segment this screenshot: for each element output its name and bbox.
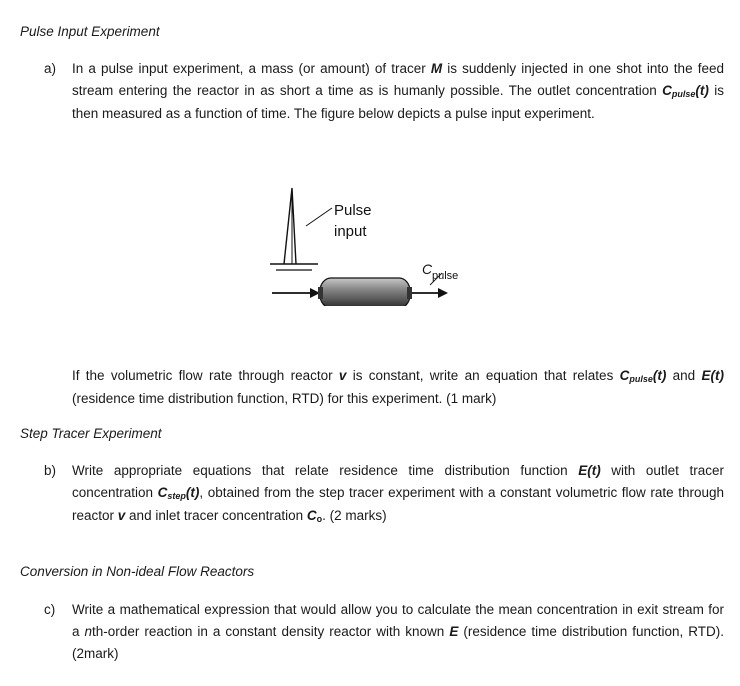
question-b-text: [72, 460, 724, 528]
c-pulse-subscript: pulse: [671, 89, 696, 99]
qb-text-2: with outlet tracer concentration: [72, 463, 724, 500]
qc-text-2: th-order reaction in a constant density reactor with known: [92, 624, 450, 639]
c-step-arg: (t): [185, 485, 200, 500]
question-a: [44, 58, 724, 125]
question-c: [44, 599, 724, 665]
section-title-step: Step Tracer Experiment: [20, 426, 162, 441]
c-step-subscript: step: [167, 491, 186, 501]
qa-text-1: In a pulse input experiment, a mass (or amount) of tracer: [72, 61, 431, 76]
qb-text-4: and inlet tracer concentration: [125, 508, 307, 523]
pulse-input-figure: [262, 186, 482, 306]
qb-text-1: Write appropriate equations that relate residence time distribution function: [72, 463, 579, 478]
question-b: [44, 460, 724, 528]
section-title-conversion: Conversion in Non-ideal Flow Reactors: [20, 564, 255, 579]
flow-rate-symbol-b: v: [117, 508, 126, 523]
c-pulse-subscript-2: pulse: [629, 374, 653, 384]
e-t-symbol: E(t): [701, 368, 724, 383]
e-t-symbol-b: E(t): [578, 463, 601, 478]
pulse-label-line1: Pulse: [334, 202, 372, 219]
question-b-label: b): [44, 463, 57, 478]
qa-text-2: is suddenly injected in one shot into the feed stream entering the reactor in as short a time as is humanly possible. The outlet concentration: [72, 61, 724, 98]
c0-subscript: o: [316, 514, 323, 524]
reaction-order-symbol: n: [84, 624, 93, 639]
qb-text-3: , obtained from the step tracer experiment with a constant volumetric flow rate through reactor: [72, 485, 724, 523]
pulse-label-line2: input: [334, 223, 367, 240]
qb-text-5: . (2 marks): [322, 508, 387, 523]
section-title-pulse: Pulse Input Experiment: [20, 24, 160, 39]
reactor-vessel: [318, 278, 412, 306]
flow-rate-symbol: v: [338, 368, 347, 383]
question-c-text: [72, 599, 724, 665]
c-step-symbol: C: [157, 485, 168, 500]
pulse-spike: [270, 188, 318, 270]
qc-text-3: (residence time distribution function, RTD). (2mark): [72, 624, 725, 661]
c-pulse-figure-subscript: pulse: [432, 270, 459, 282]
c-pulse-arg: (t): [695, 83, 709, 98]
inlet-arrow: [272, 288, 320, 298]
qa2-text-1: If the volumetric flow rate through reactor: [72, 368, 339, 383]
qc-text-1: Write a mathematical expression that would allow you to calculate the mean concentration in exit stream for a: [72, 602, 724, 639]
e-symbol-c: E: [449, 624, 459, 639]
qa2-text-4: (residence time distribution function, RTD) for this experiment. (1 mark): [72, 391, 497, 406]
question-a-followup: [72, 365, 724, 410]
c-pulse-symbol-2: C: [619, 368, 630, 383]
question-a-text: [72, 58, 724, 125]
c0-symbol: C: [306, 508, 317, 523]
c-pulse-arg-2: (t): [652, 368, 667, 383]
qa2-text-2: is constant, write an equation that relates: [346, 368, 620, 383]
qa2-text-3: and: [666, 368, 702, 383]
c-pulse-figure-label: C: [422, 261, 433, 277]
question-a-label: a): [44, 61, 57, 76]
c-pulse-symbol: C: [662, 83, 672, 98]
question-c-label: c): [44, 602, 56, 617]
qa-text-3: is then measured as a function of time. The figure below depicts a pulse input experiment.: [72, 83, 725, 121]
pulse-leader-line: [306, 208, 332, 226]
tracer-mass-symbol: M: [430, 61, 443, 76]
